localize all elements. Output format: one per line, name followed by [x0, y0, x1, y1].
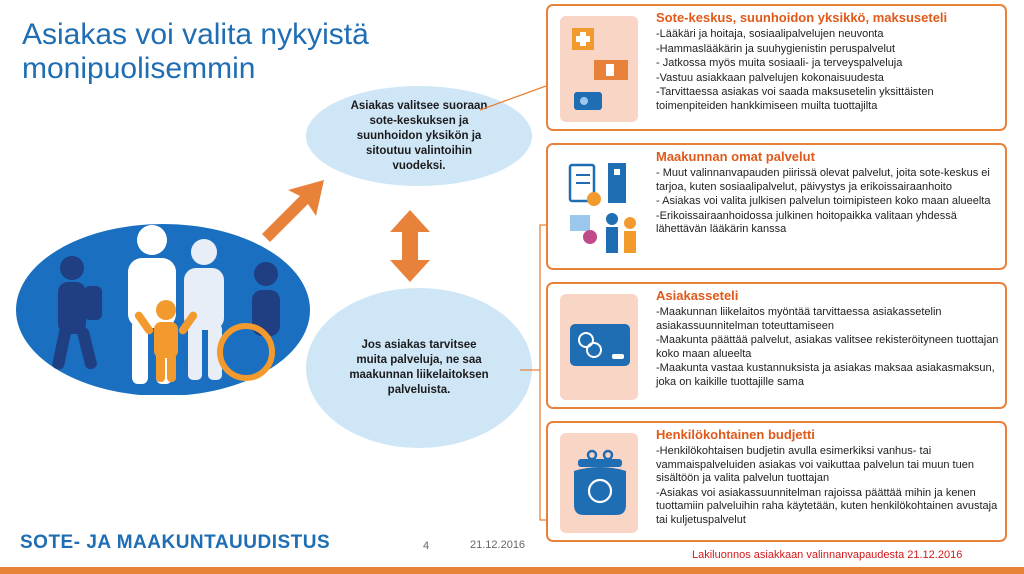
box-list-budjetti: [656, 445, 999, 527]
bottom-accent-bar: [0, 567, 1024, 574]
wallet-euro-icon: [570, 447, 630, 519]
arrow-diagonal-icon: [260, 176, 330, 246]
voucher-card-icon: [568, 320, 632, 372]
icon-panel-budjetti: [560, 433, 638, 533]
connector-lines: [480, 80, 550, 530]
box-content-sote: [656, 10, 999, 114]
list-item: -Tarvittaessa asiakas voi saada maksusetelin yksittäisten toimenpiteiden hankkimiseen muilta tuottajilta: [656, 86, 934, 112]
list-item: -Erikoissairaanhoidossa julkinen hoitopaikka valitaan yhdessä lähettävän lääkärin kanssa: [656, 209, 957, 235]
list-item: - Asiakas voi valita julkisen palvelun toimipisteen koko maan alueelta: [656, 195, 991, 207]
service-box-asiakasseteli: [546, 282, 1007, 409]
list-item: -Hammaslääkärin ja suuhygienistin peruspalvelut: [656, 42, 896, 55]
list-item: -Maakunnan liikelaitos myöntää tarvittaessa asiakassetelin asiakassuunnitelman toteuttamiseen: [656, 306, 942, 332]
service-box-maakunta: [546, 143, 1007, 270]
service-box-sote: [546, 4, 1007, 131]
footer-brand: SOTE- JA MAAKUNTAUUDISTUS: [20, 532, 331, 553]
box-heading-asiakasseteli: Asiakasseteli: [656, 288, 739, 303]
icon-panel-maakunta: [560, 155, 638, 261]
list-item: -Maakunta päättää palvelut, asiakas valitsee rekisteröityneen tuottajan koko maan alueelta: [656, 334, 999, 360]
list-item: -Vastuu asiakkaan palvelujen kokonaisuudesta: [656, 71, 884, 84]
icon-panel-asiakasseteli: [560, 294, 638, 400]
list-item: -Lääkäri ja hoitaja, sosiaalipalvelujen neuvonta: [656, 28, 884, 40]
box-heading-maakunta: Maakunnan omat palvelut: [656, 149, 815, 164]
box-list-sote: [656, 28, 999, 113]
box-content-asiakasseteli: [656, 288, 999, 390]
box-list-asiakasseteli: [656, 306, 999, 389]
footer-date: 21.12.2016: [470, 539, 526, 551]
slide-title-line1: Asiakas voi valita nykyistä: [22, 18, 369, 51]
box-content-budjetti: [656, 427, 999, 528]
clinic-building-icon: [566, 24, 632, 116]
hospital-staff-icon: [564, 159, 640, 259]
bubble-top-text: Asiakas valitsee suoraan sote-keskuksen ja suunhoidon yksikön ja sitoutuu valintoihin vuodeksi.: [350, 99, 488, 172]
box-content-maakunta: [656, 149, 999, 238]
slide-title-line2: monipuolisemmin: [22, 52, 256, 85]
slide-title: [22, 18, 369, 86]
list-item: -Maakunta vastaa kustannuksista ja asiakas maksaa asiakasmaksun, joka on kaikille tuottajille sama: [656, 362, 995, 388]
box-heading-budjetti: Henkilökohtainen budjetti: [656, 427, 815, 442]
list-item: - Jatkossa myös muita sosiaali- ja terveyspalveluja: [656, 57, 903, 69]
list-item: -Henkilökohtaisen budjetin avulla esimerkiksi vanhus- tai vammaispalveluiden asiakas voi vaikuttaa palvelun tai muun tuen sisältöön ja valita palvelun tuottajan: [656, 445, 974, 484]
footer-source: Lakiluonnos asiakkaan valinnanvapaudesta 21.12.2016: [692, 549, 963, 561]
service-box-budjetti: [546, 421, 1007, 542]
box-heading-sote: Sote-keskus, suunhoidon yksikkö, maksuseteli: [656, 10, 948, 25]
arrow-vertical-icon: [388, 210, 432, 282]
bubble-bottom-text: Jos asiakas tarvitsee muita palveluja, ne saa maakunnan liikelaitoksen palveluista.: [349, 339, 489, 396]
icon-panel-sote: [560, 16, 638, 122]
footer-page-number: 4: [423, 540, 430, 552]
list-item: -Asiakas voi asiakassuunnitelman rajoissa päättää mihin ja kenen tuottamiin palveluihin raha käytetään, kuten henkilökohtainen avustaja tai kuljetuspalvelut: [656, 486, 998, 526]
box-list-maakunta: [656, 167, 999, 237]
list-item: - Muut valinnanvapauden piirissä olevat palvelut, joita sote-keskus ei tarjoa, kuten sosiaalipalvelut, päivystys ja erikoissairaanhoito: [656, 167, 990, 193]
